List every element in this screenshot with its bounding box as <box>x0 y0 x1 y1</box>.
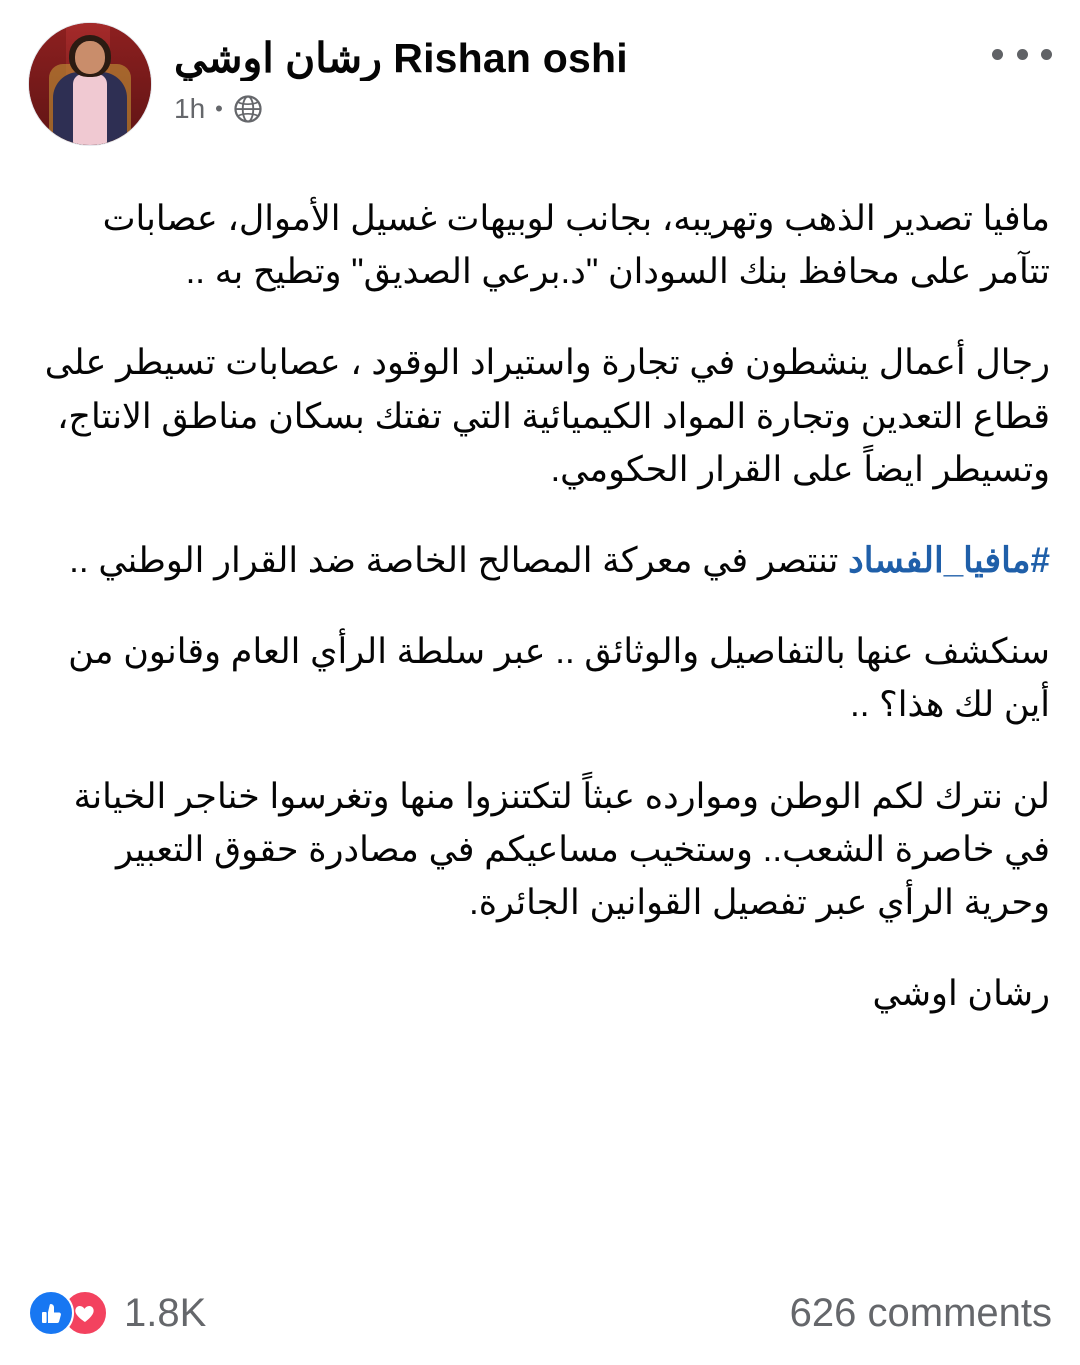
hashtag-link[interactable]: #مافيا_الفساد <box>848 540 1050 580</box>
post-timestamp[interactable]: 1h <box>174 93 206 125</box>
ellipsis-dot <box>1017 49 1028 60</box>
post-signature: رشان اوشي <box>872 974 1050 1014</box>
ellipsis-dot <box>1041 49 1052 60</box>
post-paragraph: لن نترك لكم الوطن وموارده عبثاً لتكتنزوا منها وتغرسوا خناجر الخيانة في خاصرة الشعب.. وستخيب مساعيكم في مصادرة حقوق التعبير وحرية الرأي عبر تفصيل القوانين الجائرة. <box>73 776 1050 922</box>
reactions-summary[interactable] <box>28 1290 206 1336</box>
author-name[interactable]: رشان اوشي Rishan oshi <box>174 36 628 81</box>
post-header <box>0 0 1080 146</box>
post-footer <box>0 1275 1080 1365</box>
ellipsis-dot <box>992 49 1003 60</box>
post-meta <box>174 93 1052 125</box>
post-body <box>0 146 1080 1365</box>
comments-count[interactable]: 626 comments <box>789 1290 1052 1335</box>
reaction-count: 1.8K <box>124 1290 207 1335</box>
post-paragraph: رجال أعمال ينشطون في تجارة واستيراد الوقود ، عصابات تسيطر على قطاع التعدين وتجارة المواد الكيميائية التي تفتك بسكان مناطق الانتاج، وتسيطر ايضاً على القرار الحكومي. <box>44 343 1050 489</box>
like-icon <box>28 1290 74 1336</box>
avatar-shirt <box>73 74 107 145</box>
avatar-face <box>75 41 104 74</box>
post-header-text <box>174 22 1052 125</box>
avatar[interactable] <box>28 22 152 146</box>
post-paragraph: سنكشف عنها بالتفاصيل والوثائق .. عبر سلطة الرأي العام وقانون من أين لك هذا؟ .. <box>68 632 1050 725</box>
post-paragraph-hashtag <box>30 534 1050 587</box>
post-paragraph: مافيا تصدير الذهب وتهريبه، بجانب لوبيهات غسيل الأموال، عصابات تتآمر على محافظ بنك السودان "د.برعي الصديق" وتطيح به .. <box>102 199 1050 292</box>
ellipsis-icon[interactable] <box>992 34 1052 74</box>
globe-icon[interactable] <box>233 94 263 124</box>
meta-separator: • <box>215 96 223 122</box>
hashtag-paragraph-rest: تنتصر في معركة المصالح الخاصة ضد القرار الوطني .. <box>69 540 849 580</box>
